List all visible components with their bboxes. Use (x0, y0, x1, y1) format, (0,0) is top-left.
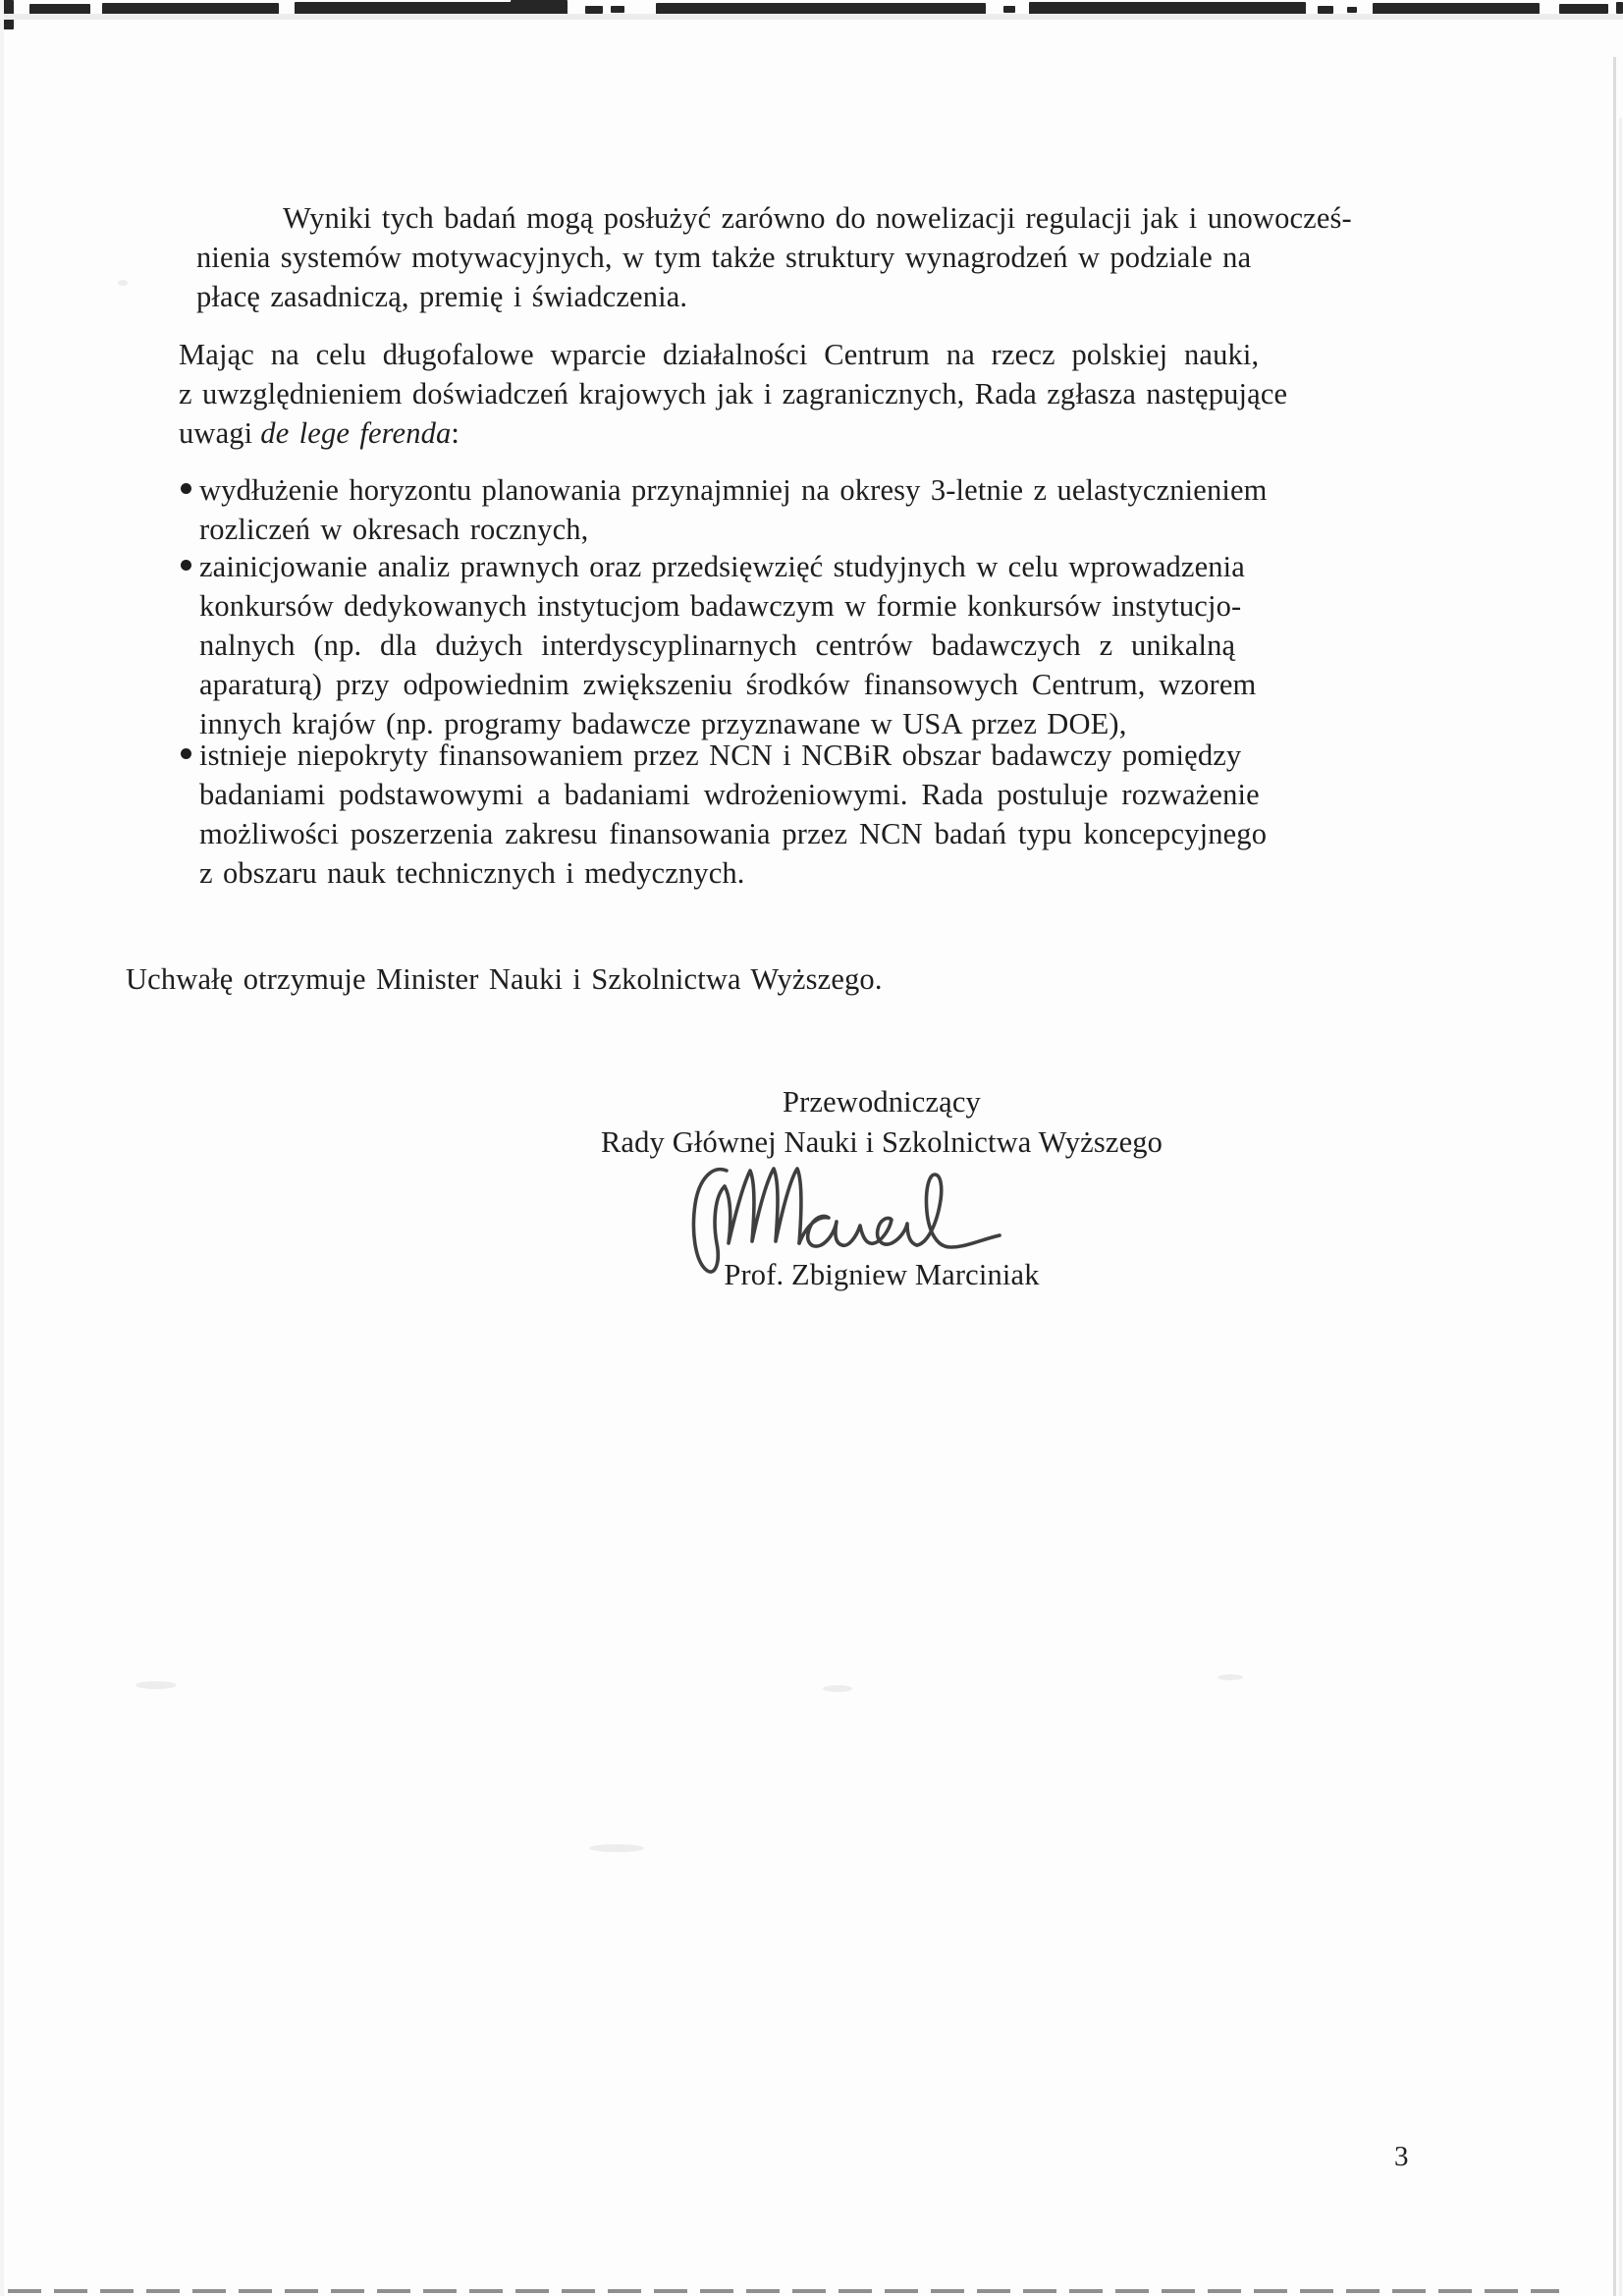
scan-smudge (118, 280, 128, 286)
bullet-line: aparaturą) przy odpowiednim zwiększeniu środków finansowych Centrum, wzorem (199, 668, 1257, 701)
paragraph-results (196, 198, 1424, 316)
bullet-marker (181, 748, 191, 759)
bullet-item-planning-horizon (181, 470, 1420, 549)
bullet-item-legal-analyses (181, 547, 1420, 743)
scan-bottom-edge-artifact (8, 2289, 1559, 2293)
bullet-line: możliwości poszerzenia zakresu finansowania przez NCN badań typu koncepcyjnego (199, 817, 1268, 850)
bullet-marker (181, 560, 191, 571)
scan-smudge (1217, 1674, 1243, 1680)
bullet-line: konkursów dedykowanych instytucjom badawczym w formie konkursów instytucjo- (199, 589, 1242, 623)
signatory-title: Przewodniczący (783, 1085, 981, 1119)
bullet-line: nalnych (np. dla dużych interdyscyplinarnych centrów badawczych z unikalną (199, 629, 1236, 662)
scan-left-edge-line (0, 0, 4, 2296)
bullet-line: zainicjowanie analiz prawnych oraz przedsięwzięć studyjnych w celu wprowadzenia (199, 550, 1245, 583)
paragraph-line: płacę zasadniczą, premię i świadczenia. (196, 280, 688, 313)
paragraph-line: Wyniki tych badań mogą posłużyć zarówno do nowelizacji regulacji jak i unowocześ- (283, 201, 1352, 235)
signatory-name: Prof. Zbigniew Marciniak (724, 1258, 1040, 1291)
bullet-line: istnieje niepokryty finansowaniem przez NCN i NCBiR obszar badawczy pomiędzy (199, 738, 1242, 772)
bullet-line: z obszaru nauk technicznych i medycznych. (199, 856, 745, 890)
paragraph-intro-de-lege-ferenda (179, 335, 1421, 453)
paragraph-line: nienia systemów motywacyjnych, w tym także struktury wynagrodzeń w podziale na (196, 241, 1252, 274)
paragraph-line: Mając na celu długofalowe wparcie działalności Centrum na rzecz polskiej nauki, (179, 338, 1260, 371)
signatory-organization: Rady Głównej Nauki i Szkolnictwa Wyższego (600, 1125, 1163, 1159)
scan-smudge (589, 1844, 644, 1852)
bullet-line: badaniami podstawowymi a badaniami wdrożeniowymi. Rada postuluje rozważenie (199, 778, 1260, 811)
bullet-marker (181, 483, 191, 494)
bullet-line: rozliczeń w okresach rocznych, (199, 513, 589, 546)
bullet-item-funding-gap (181, 736, 1420, 893)
scan-right-edge-line-2 (1619, 118, 1622, 2296)
paragraph-line (179, 413, 1421, 453)
bullet-line: wydłużenie horyzontu planowania przynajmniej na okresy 3-letnie z uelastycznieniem (199, 473, 1268, 507)
bullet-line: innych krajów (np. programy badawcze przyznawane w USA przez DOE), (199, 707, 1127, 740)
latin-phrase-italic: de lege ferenda (260, 416, 452, 450)
page-number: 3 (1394, 2141, 1409, 2172)
distribution-note: Uchwałę otrzymuje Minister Nauki i Szkolnictwa Wyższego. (126, 962, 883, 996)
scan-smudge (823, 1685, 852, 1692)
scan-right-edge-line (1613, 57, 1616, 2296)
scan-smudge (135, 1681, 177, 1689)
paragraph-text: : (451, 416, 460, 450)
paragraph-text: uwagi (179, 416, 253, 450)
paragraph-line: z uwzględnieniem doświadczeń krajowych jak i zagranicznych, Rada zgłasza następujące (179, 377, 1288, 410)
